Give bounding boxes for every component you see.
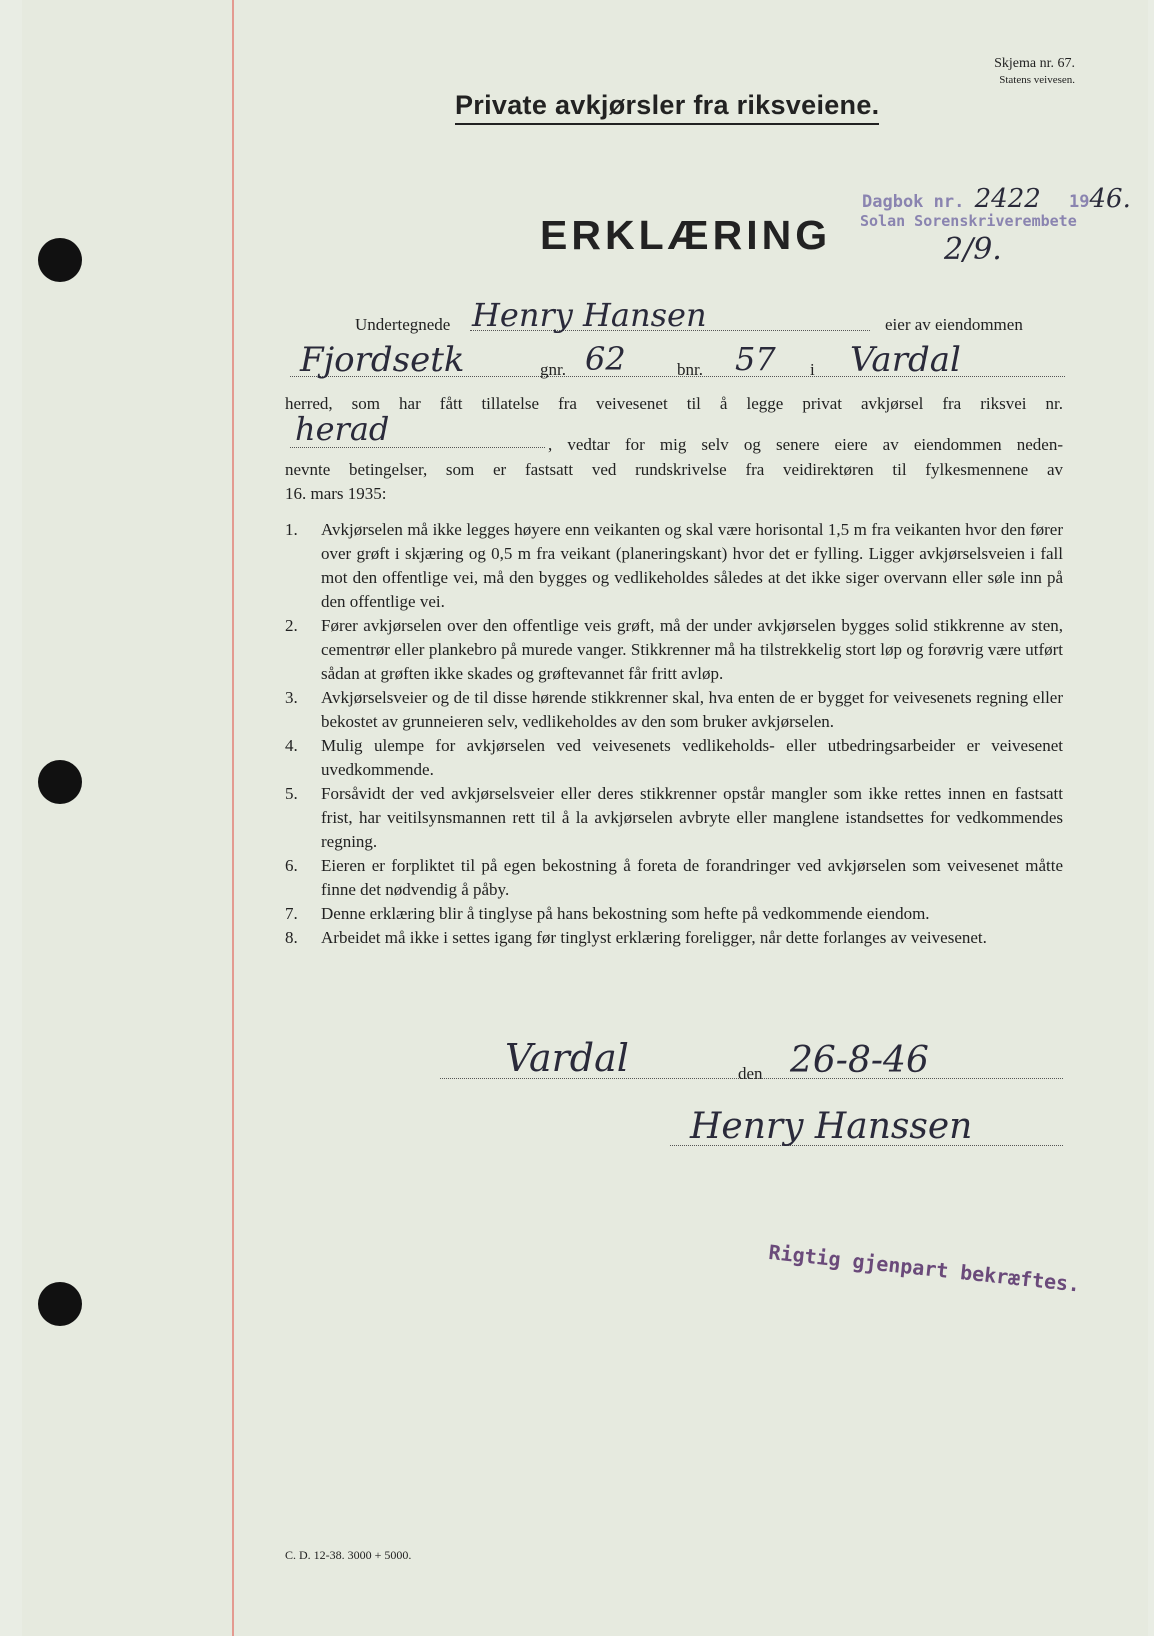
signature-name-hand: Henry Hanssen — [690, 1106, 973, 1147]
dagbok-label: Dagbok nr. — [862, 192, 965, 212]
condition-item — [285, 614, 1063, 686]
punch-hole — [38, 1282, 82, 1326]
condition-text: Mulig ulempe for avkjørselen ved veivesenets vedlikeholds- eller utbedringsarbeider er veivesenet uvedkommende. — [321, 736, 1063, 779]
condition-item — [285, 686, 1063, 734]
condition-number: 8. — [285, 928, 298, 947]
name-hand: Henry Hansen — [472, 296, 707, 334]
stamp-date-hand: 2/9. — [944, 232, 1002, 267]
den-label: den — [738, 1064, 763, 1083]
condition-number: 2. — [285, 616, 298, 635]
dagbok-number: 2422 — [974, 184, 1041, 214]
condition-item — [285, 926, 1063, 950]
schema-number: Skjema nr. 67. — [994, 56, 1075, 71]
conditions-list — [285, 518, 1063, 950]
punch-hole — [38, 238, 82, 282]
condition-text: Avkjørselsveier og de til disse hørende stikkrenner skal, hva enten de er bygget for veivesenets regning eller bekostet av grunneieren selv, vedlikeholdes av den som bruker avkjørselen. — [321, 688, 1063, 731]
road-hand: herad — [295, 410, 390, 448]
condition-number: 5. — [285, 784, 298, 803]
condition-number: 3. — [285, 688, 298, 707]
body-line-4: , vedtar for mig selv og senere eiere av eiendommen neden- — [548, 435, 1063, 454]
condition-text: Fører avkjørselen over den offentlige veis grøft, må der under avkjørselen bygges solid stikkrenne av sten, cementrør eller plankebro på murede vanger. Stikkrenner må ha tilstrekkelig stort løp og forøvrig være utført sådan at grøften ikke skades og grøftevannet får fritt avløp. — [321, 616, 1063, 683]
condition-text: Eieren er forpliktet til på egen bekostning å foreta de forandringer ved avkjørselen som veivesenet måtte finne det nødvendig å påby. — [321, 856, 1063, 899]
condition-item — [285, 782, 1063, 854]
condition-item — [285, 854, 1063, 902]
condition-text: Denne erklæring blir å tinglyse på hans bekostning som hefte på vedkommende eiendom. — [321, 904, 930, 923]
footer-code: C. D. 12-38. 3000 + 5000. — [285, 1548, 412, 1562]
eier-label: eier av eiendommen — [885, 315, 1023, 334]
confirm-stamp: Rigtig gjenpart bekræftes. — [767, 1240, 1082, 1297]
condition-text: Forsåvidt der ved avkjørselsveier eller deres stikkrenner opstår mangler som ikke rettes innen en fastsatt frist, har veitilsynsmannen rett til å la avkjørselen avbryte eller manglene istandsettes for vedkommendes regning. — [321, 784, 1063, 851]
condition-item — [285, 902, 1063, 926]
undertegnede-label: Undertegnede — [355, 315, 451, 334]
bnr-hand: 57 — [735, 340, 776, 378]
property-hand: Fjordsetk — [300, 340, 465, 380]
body-line-3: herred, som har fått tillatelse fra veivesenet til å legge privat avkjørsel fra riksvei nr. — [285, 394, 1063, 413]
condition-number: 6. — [285, 856, 298, 875]
signature-date-hand: 26-8-46 — [790, 1040, 929, 1081]
condition-item — [285, 518, 1063, 614]
i-label: i — [810, 360, 815, 379]
condition-text: Avkjørselen må ikke legges høyere enn veikanten og skal være horisontal 1,5 m fra veikanten hvor den fører over grøft i skjæring og 0,5 m fra veikant (planeringskant) hvor det er fylling. Ligger avkjørselsveien i fall mot den offentlige vei, må den bygges og vedlikeholdes således at det ikke siger overvann eller søle inn på den offentlige vei. — [321, 520, 1063, 611]
body-line-6: 16. mars 1935: — [285, 484, 387, 503]
place-hand: Vardal — [850, 340, 961, 380]
pretitle: Private avkjørsler fra riksveiene. — [455, 90, 879, 125]
body-line-5: nevnte betingelser, som er fastsatt ved rundskrivelse fra veidirektøren til fylkesmennene av — [285, 460, 1063, 479]
dagbok-year-prefix: 19 — [1069, 192, 1090, 212]
schema-label — [955, 56, 1075, 88]
gnr-label: gnr. — [540, 360, 566, 379]
gnr-hand: 62 — [585, 340, 626, 378]
schema-issuer: Statens veivesen. — [999, 74, 1075, 86]
condition-text: Arbeidet må ikke i settes igang før tinglyst erklæring foreligger, når dette forlanges av veivesenet. — [321, 928, 987, 947]
punch-hole — [38, 760, 82, 804]
condition-item — [285, 734, 1063, 782]
dagbok-stamp — [862, 184, 1131, 214]
margin-line — [232, 0, 234, 1636]
condition-number: 7. — [285, 904, 298, 923]
bnr-label: bnr. — [677, 360, 703, 379]
document-title: ERKLÆRING — [540, 212, 832, 258]
office-stamp: Solan Sorenskriverembete — [860, 212, 1077, 230]
condition-number: 1. — [285, 520, 298, 539]
signature-place-hand: Vardal — [505, 1036, 629, 1080]
condition-number: 4. — [285, 736, 298, 755]
dagbok-year-suffix: 46. — [1089, 184, 1131, 214]
